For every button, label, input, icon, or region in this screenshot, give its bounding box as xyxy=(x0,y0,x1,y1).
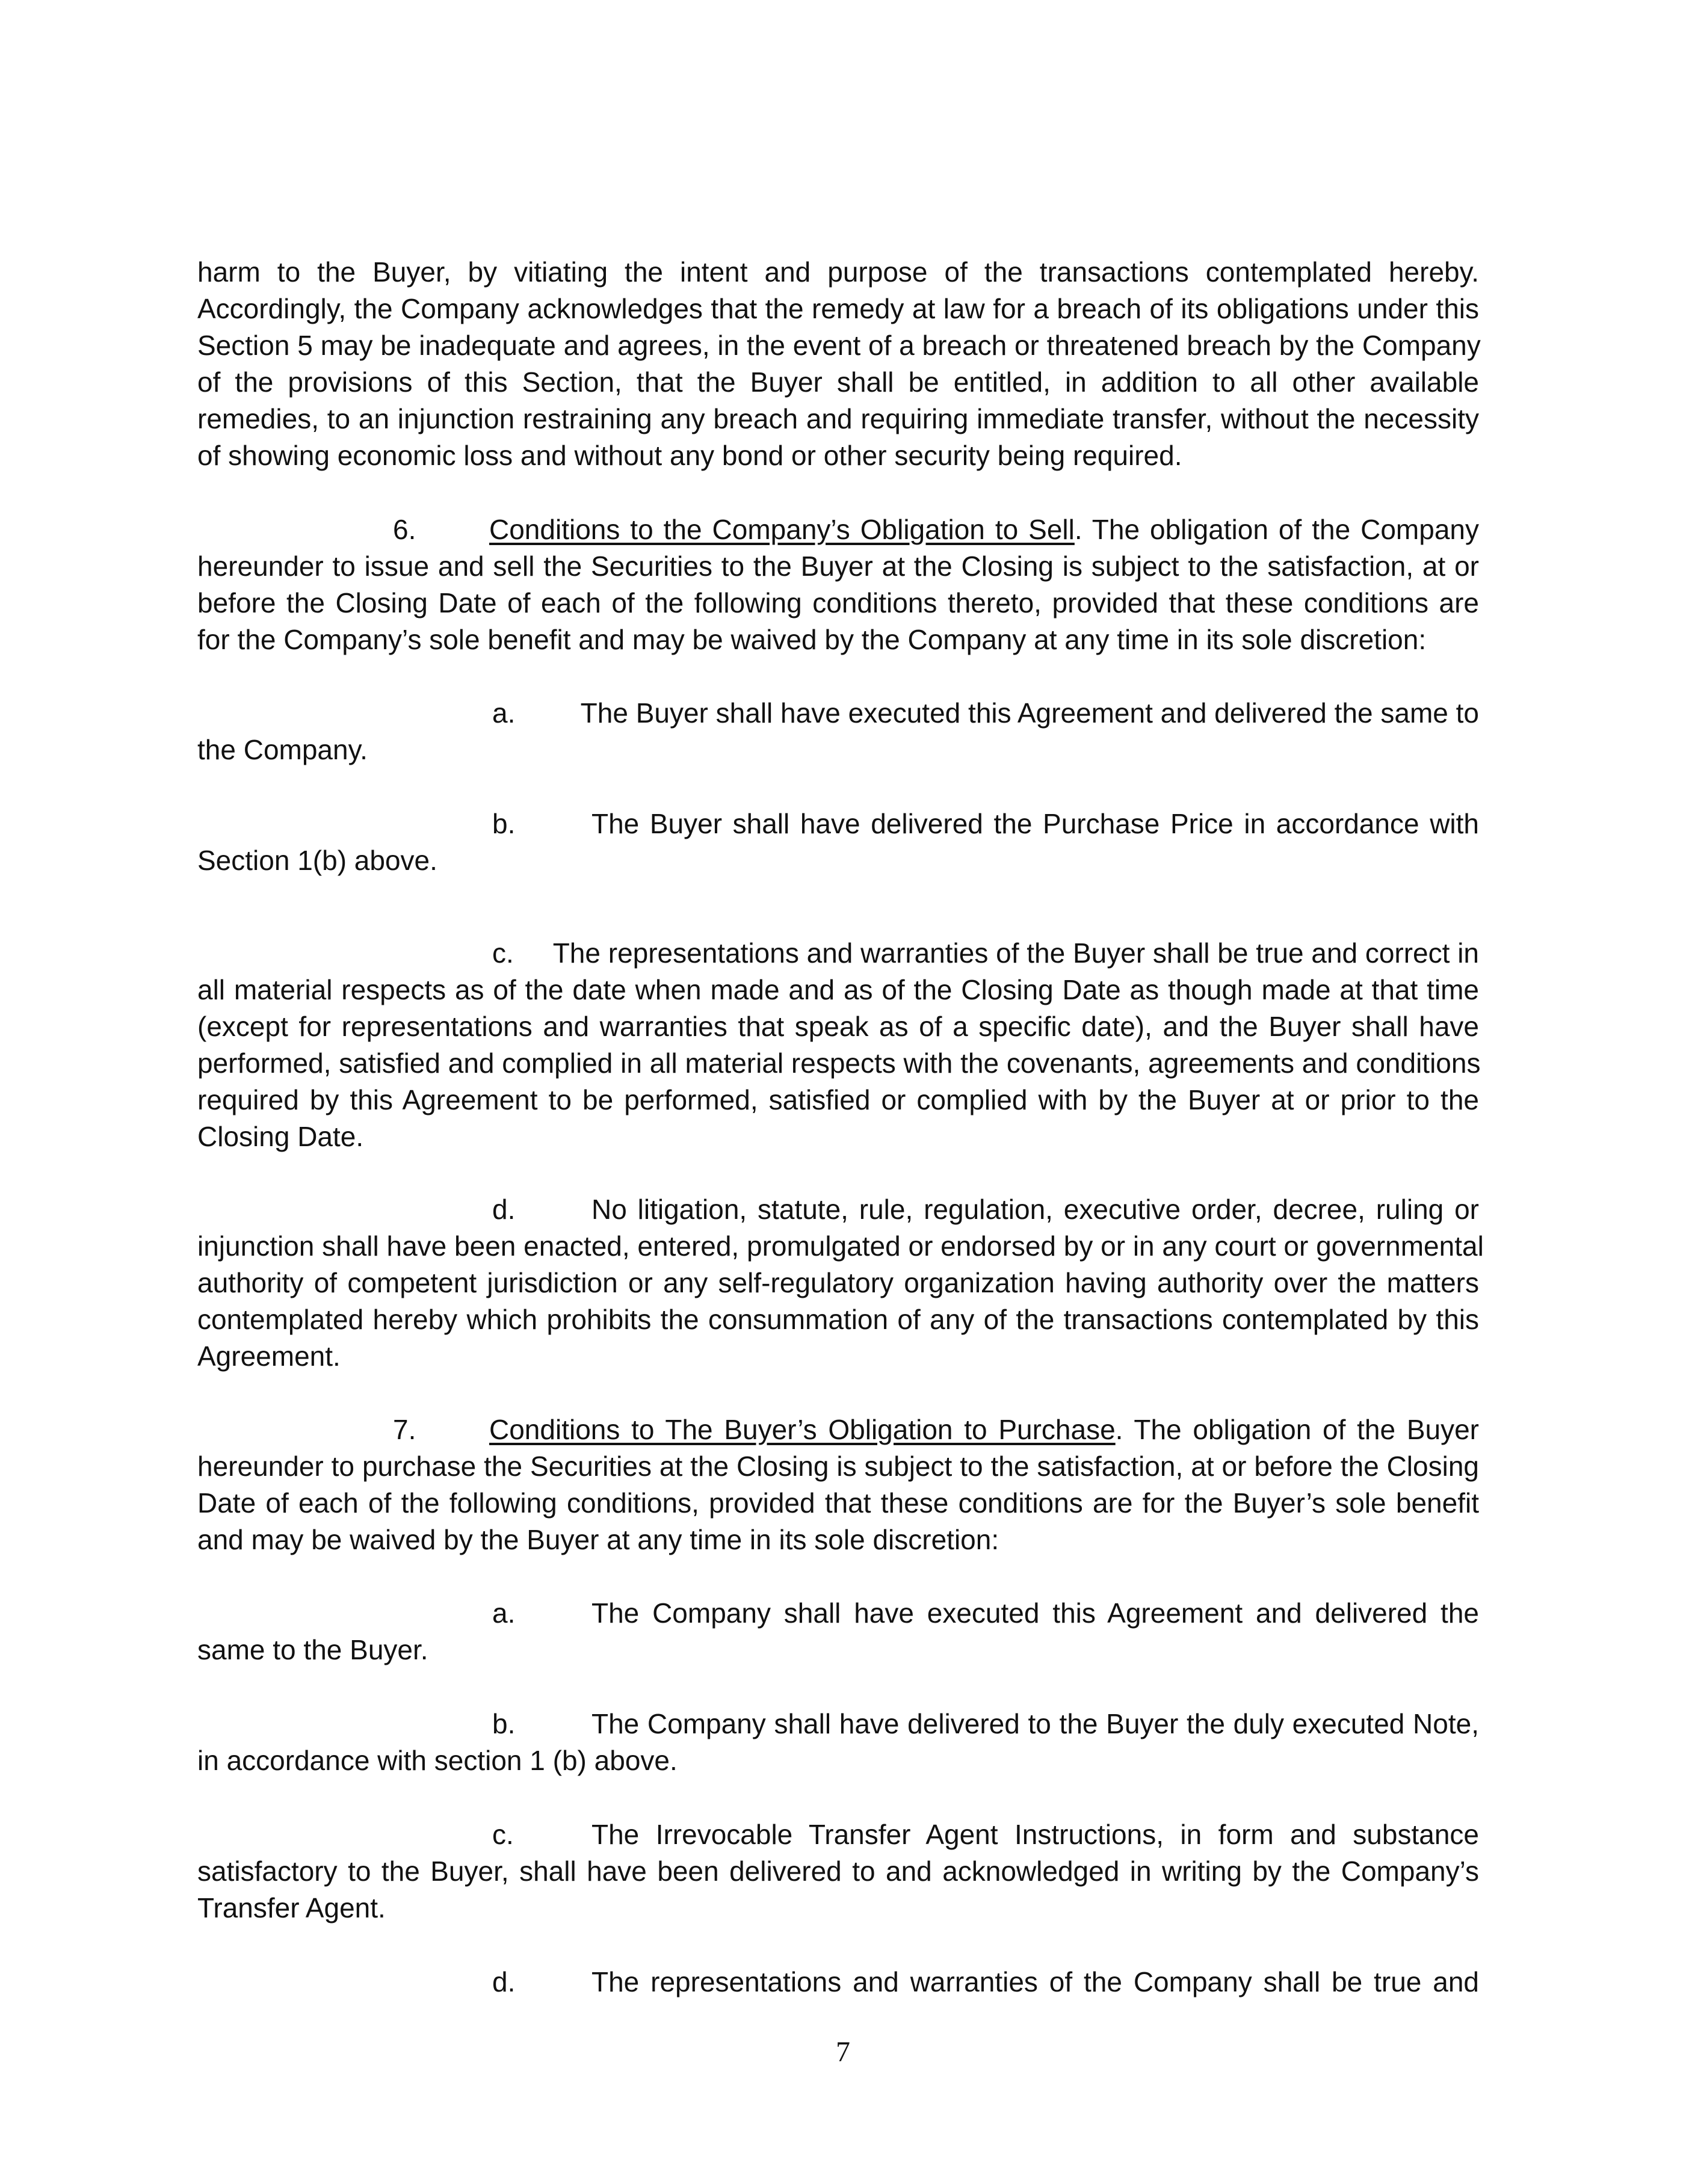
item-first-line: d. The representations and warranties of the Company shall be true and xyxy=(197,1964,1479,2000)
section-6-item-c xyxy=(197,935,1479,1155)
item-line: injunction shall have been enacted, entered, promulgated or endorsed by or in any court or governmental xyxy=(197,1230,1484,1262)
item-line: in accordance with section 1 (b) above. xyxy=(197,1745,678,1776)
section-6-line-3: before the Closing Date of each of the following conditions thereto, provided that these conditions are xyxy=(197,587,1479,618)
item-first-line: a. The Company shall have executed this Agreement and delivered the xyxy=(197,1595,1479,1632)
section-6-item-d xyxy=(197,1191,1484,1375)
section-6-line-2: hereunder to issue and sell the Securities to the Buyer at the Closing is subject to the satisfaction, at or xyxy=(197,551,1479,582)
section-6-number: 6. xyxy=(393,514,416,545)
item-first-line: d. No litigation, statute, rule, regulation, executive order, decree, ruling or xyxy=(197,1191,1479,1228)
intro-paragraph xyxy=(197,254,1479,474)
section-6-item-b xyxy=(197,806,1479,879)
item-first-line: a. The Buyer shall have executed this Agreement and delivered the same to xyxy=(197,695,1479,732)
section-7-line-2: hereunder to purchase the Securities at the Closing is subject to the satisfaction, at or before the Closing xyxy=(197,1451,1479,1482)
item-letter: a. xyxy=(492,1597,516,1629)
item-line: Agreement. xyxy=(197,1340,341,1372)
item-line: Transfer Agent. xyxy=(197,1892,386,1923)
item-line: the Company. xyxy=(197,734,368,765)
section-6 xyxy=(197,511,1479,658)
section-7 xyxy=(197,1411,1479,1558)
section-7-item-b xyxy=(197,1706,1479,1779)
section-6-lead: Conditions to the Company’s Obligation to Sell. The obligation of the Company xyxy=(489,514,1479,545)
section-7-item-c xyxy=(197,1816,1479,1926)
item-first-line: c. The representations and warranties of the Buyer shall be true and correct in xyxy=(197,935,1479,972)
item-first-line: c. The Irrevocable Transfer Agent Instructions, in form and substance xyxy=(197,1816,1479,1853)
intro-line-1: harm to the Buyer, by vitiating the intent and purpose of the transactions contemplated hereby. xyxy=(197,256,1479,288)
item-line: contemplated hereby which prohibits the consummation of any of the transactions contemplated by this xyxy=(197,1304,1479,1335)
item-letter: d. xyxy=(492,1194,516,1225)
intro-line-4: of the provisions of this Section, that the Buyer shall be entitled, in addition to all other available xyxy=(197,366,1479,398)
item-line: all material respects as of the date when made and as of the Closing Date as though made at that time xyxy=(197,974,1479,1005)
item-line: Section 1(b) above. xyxy=(197,845,437,876)
item-letter: c. xyxy=(492,1819,514,1850)
section-7-item-d xyxy=(197,1964,1479,2000)
item-letter: c. xyxy=(492,937,514,969)
section-7-number: 7. xyxy=(393,1414,416,1445)
section-6-heading: Conditions to the Company’s Obligation to Sell xyxy=(489,514,1075,545)
section-7-line-3: Date of each of the following conditions, provided that these conditions are for the Buyer’s sole benefit xyxy=(197,1487,1479,1519)
section-7-item-a xyxy=(197,1595,1479,1668)
item-line: satisfactory to the Buyer, shall have been delivered to and acknowledged in writing by the Company’s xyxy=(197,1855,1479,1887)
section-7-first-line xyxy=(197,1411,1479,1448)
intro-line-3: Section 5 may be inadequate and agrees, in the event of a breach or threatened breach by the Company xyxy=(197,330,1481,361)
section-7-lead: Conditions to The Buyer’s Obligation to Purchase. The obligation of the Buyer xyxy=(489,1414,1479,1445)
intro-line-6: of showing economic loss and without any bond or other security being required. xyxy=(197,440,1182,471)
section-6-line-4: for the Company’s sole benefit and may be waived by the Company at any time in its sole discretion: xyxy=(197,624,1427,655)
item-letter: a. xyxy=(492,697,516,729)
section-6-item-a xyxy=(197,695,1479,768)
item-line: required by this Agreement to be performed, satisfied or complied with by the Buyer at or prior to the xyxy=(197,1084,1479,1115)
intro-line-2: Accordingly, the Company acknowledges that the remedy at law for a breach of its obligations under this xyxy=(197,293,1479,324)
item-first-line: b. The Company shall have delivered to the Buyer the duly executed Note, xyxy=(197,1706,1479,1742)
page-number: 7 xyxy=(836,2036,850,2068)
item-letter: b. xyxy=(492,808,516,839)
item-line: (except for representations and warranties that speak as of a specific date), and the Buyer shall have xyxy=(197,1011,1479,1042)
item-letter: b. xyxy=(492,1708,516,1739)
item-line: authority of competent jurisdiction or any self-regulatory organization having authority over the matters xyxy=(197,1267,1479,1298)
section-6-first-line xyxy=(197,511,1479,548)
item-line: performed, satisfied and complied in all material respects with the covenants, agreements and conditions xyxy=(197,1047,1481,1079)
section-7-heading: Conditions to The Buyer’s Obligation to Purchase xyxy=(489,1414,1116,1445)
section-7-line-4: and may be waived by the Buyer at any time in its sole discretion: xyxy=(197,1524,999,1555)
item-line: same to the Buyer. xyxy=(197,1634,428,1665)
item-line: Closing Date. xyxy=(197,1121,364,1152)
item-first-line: b. The Buyer shall have delivered the Purchase Price in accordance with xyxy=(197,806,1479,842)
intro-line-5: remedies, to an injunction restraining any breach and requiring immediate transfer, without the necessity xyxy=(197,403,1479,434)
item-letter: d. xyxy=(492,1966,516,1997)
